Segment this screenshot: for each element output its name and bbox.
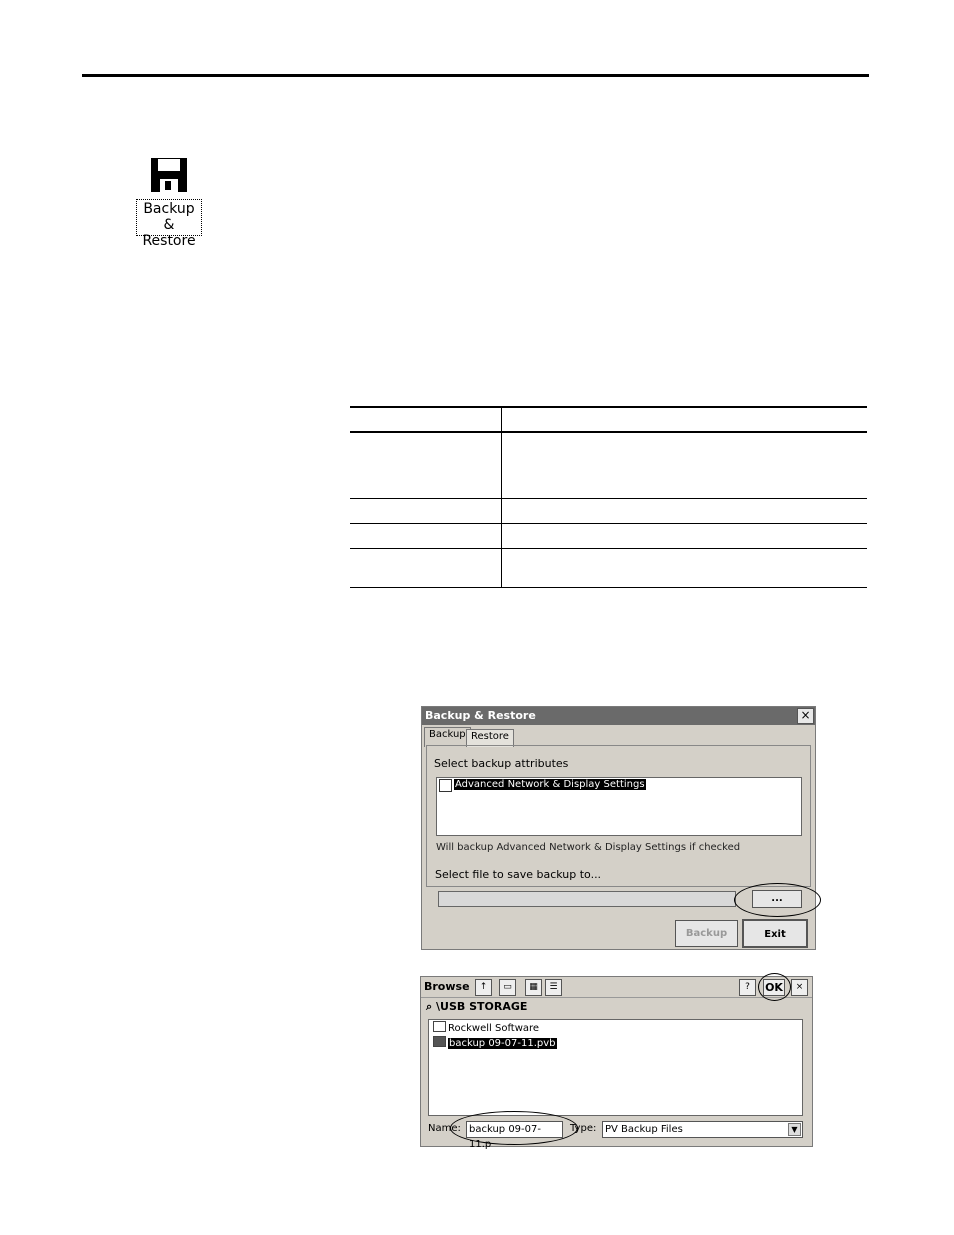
table-header-row [350, 406, 867, 433]
attributes-heading: Select backup attributes [434, 757, 569, 770]
desktop-icon-label-line1: Backup & [143, 201, 195, 233]
highlight-ellipse [734, 883, 821, 917]
table-row [350, 499, 867, 524]
file-list [428, 1019, 803, 1116]
backup-path-field[interactable] [438, 891, 736, 907]
attribute-checkbox[interactable] [439, 779, 452, 792]
browse-toolbar [421, 977, 812, 998]
settings-table [350, 406, 867, 588]
backup-button[interactable]: Backup [675, 920, 738, 947]
attribute-item[interactable]: Advanced Network & Display Settings [455, 779, 645, 790]
list-item[interactable] [433, 1021, 539, 1034]
list-item-label: Rockwell Software [448, 1023, 540, 1034]
desktop-icon-label [136, 199, 202, 249]
list-view-icon[interactable]: ▦ [525, 979, 542, 996]
desktop-icon-label-line2: Restore [142, 233, 196, 249]
search-icon: ⌕ [426, 1000, 433, 1013]
tab-restore[interactable]: Restore [466, 729, 514, 747]
highlight-ellipse [758, 973, 791, 1001]
up-folder-icon[interactable]: ↑ [475, 979, 492, 996]
list-item-label: backup 09-07-11.pvb [449, 1038, 556, 1049]
floppy-disk-icon [150, 157, 188, 193]
close-icon[interactable]: × [791, 979, 808, 996]
file-icon [433, 1036, 446, 1047]
ok-button[interactable]: OK [763, 979, 785, 996]
new-folder-icon[interactable]: ▭ [499, 979, 516, 996]
table-row [350, 433, 867, 499]
file-name-field[interactable]: backup 09-07-11.p [466, 1121, 563, 1138]
attributes-listbox [436, 777, 802, 836]
name-label: Name: [428, 1123, 461, 1134]
current-path-text: \USB STORAGE [436, 1000, 528, 1013]
dialog-titlebar [422, 707, 815, 725]
current-path [426, 1000, 527, 1014]
dialog-title: Backup & Restore [425, 709, 536, 722]
help-icon[interactable]: ? [739, 979, 756, 996]
highlight-ellipse [450, 1111, 578, 1145]
close-icon[interactable]: × [797, 708, 814, 724]
table-row [350, 549, 867, 588]
backup-restore-dialog [421, 706, 816, 950]
exit-button[interactable]: Exit [742, 919, 808, 948]
table-row [350, 524, 867, 549]
browse-button[interactable]: ... [752, 890, 802, 908]
file-type-value: PV Backup Files [605, 1124, 683, 1135]
browse-title: Browse [424, 980, 470, 993]
attribute-note: Will backup Advanced Network & Display Settings if checked [436, 842, 741, 853]
details-view-icon[interactable]: ☰ [545, 979, 562, 996]
page-header-rule [82, 74, 869, 77]
type-label: Type: [570, 1123, 597, 1134]
tab-backup[interactable]: Backup [424, 727, 471, 747]
file-heading: Select file to save backup to... [435, 868, 602, 881]
browse-dialog [420, 976, 813, 1150]
file-type-select[interactable] [602, 1121, 803, 1138]
list-item[interactable] [433, 1036, 557, 1049]
folder-icon [433, 1021, 446, 1032]
chevron-down-icon[interactable]: ▼ [788, 1123, 801, 1136]
